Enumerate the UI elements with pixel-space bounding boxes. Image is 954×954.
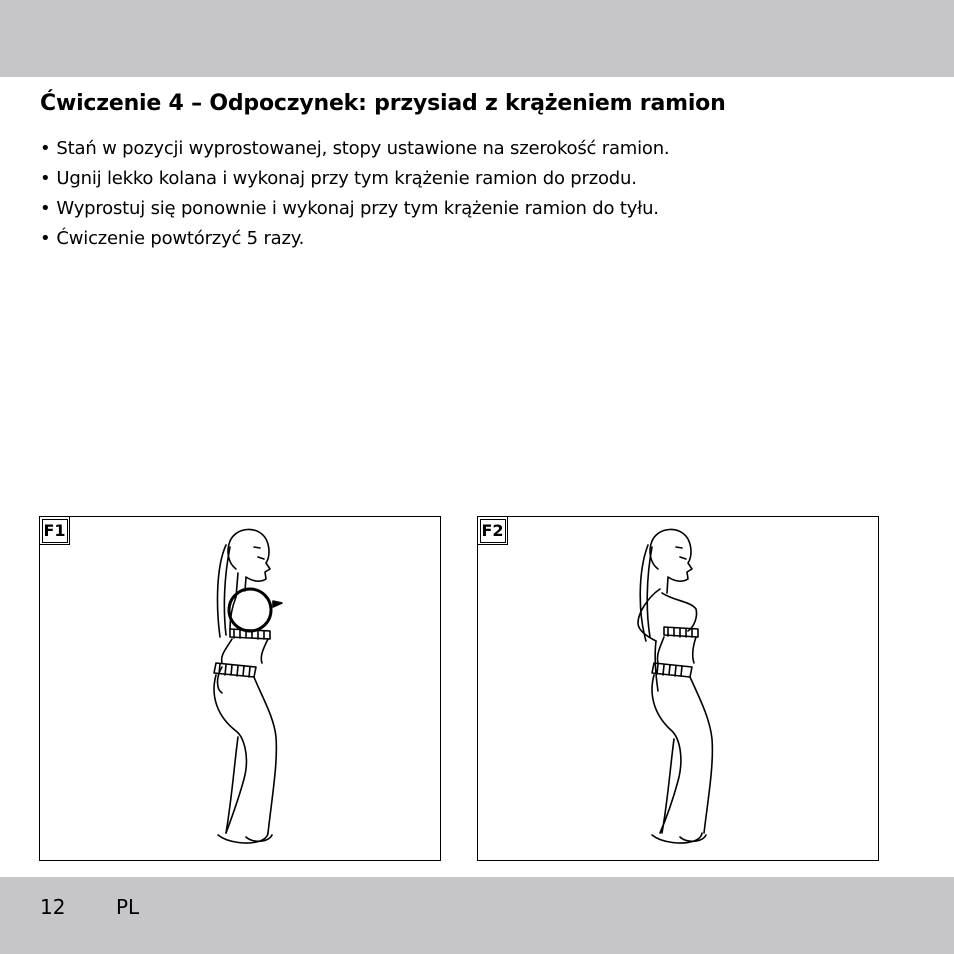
exercise-illustration-f1 (40, 517, 440, 860)
exercise-title: Ćwiczenie 4 – Odpoczynek: przysiad z krążeniem ramion (40, 91, 726, 116)
language-code: PL (116, 895, 140, 919)
figure-f2 (477, 516, 879, 861)
figure-label-text: F1 (43, 521, 66, 540)
page-number: 12 (40, 895, 66, 919)
instruction-item: • Ugnij lekko kolana i wykonaj przy tym krążenie ramion do przodu. (40, 164, 669, 194)
exercise-illustration-f2 (478, 517, 878, 860)
instruction-item: • Wyprostuj się ponownie i wykonaj przy tym krążenie ramion do tyłu. (40, 194, 669, 224)
instruction-item: • Ćwiczenie powtórzyć 5 razy. (40, 224, 669, 254)
figure-label-frame (480, 519, 506, 543)
footer-band (0, 877, 954, 954)
figure-f1 (39, 516, 441, 861)
figure-label (478, 517, 508, 545)
header-band (0, 0, 954, 77)
figure-label-frame (42, 519, 68, 543)
instruction-list (40, 134, 669, 254)
figure-label-text: F2 (481, 521, 504, 540)
instruction-item: • Stań w pozycji wyprostowanej, stopy ustawione na szerokość ramion. (40, 134, 669, 164)
figure-label (40, 517, 70, 545)
